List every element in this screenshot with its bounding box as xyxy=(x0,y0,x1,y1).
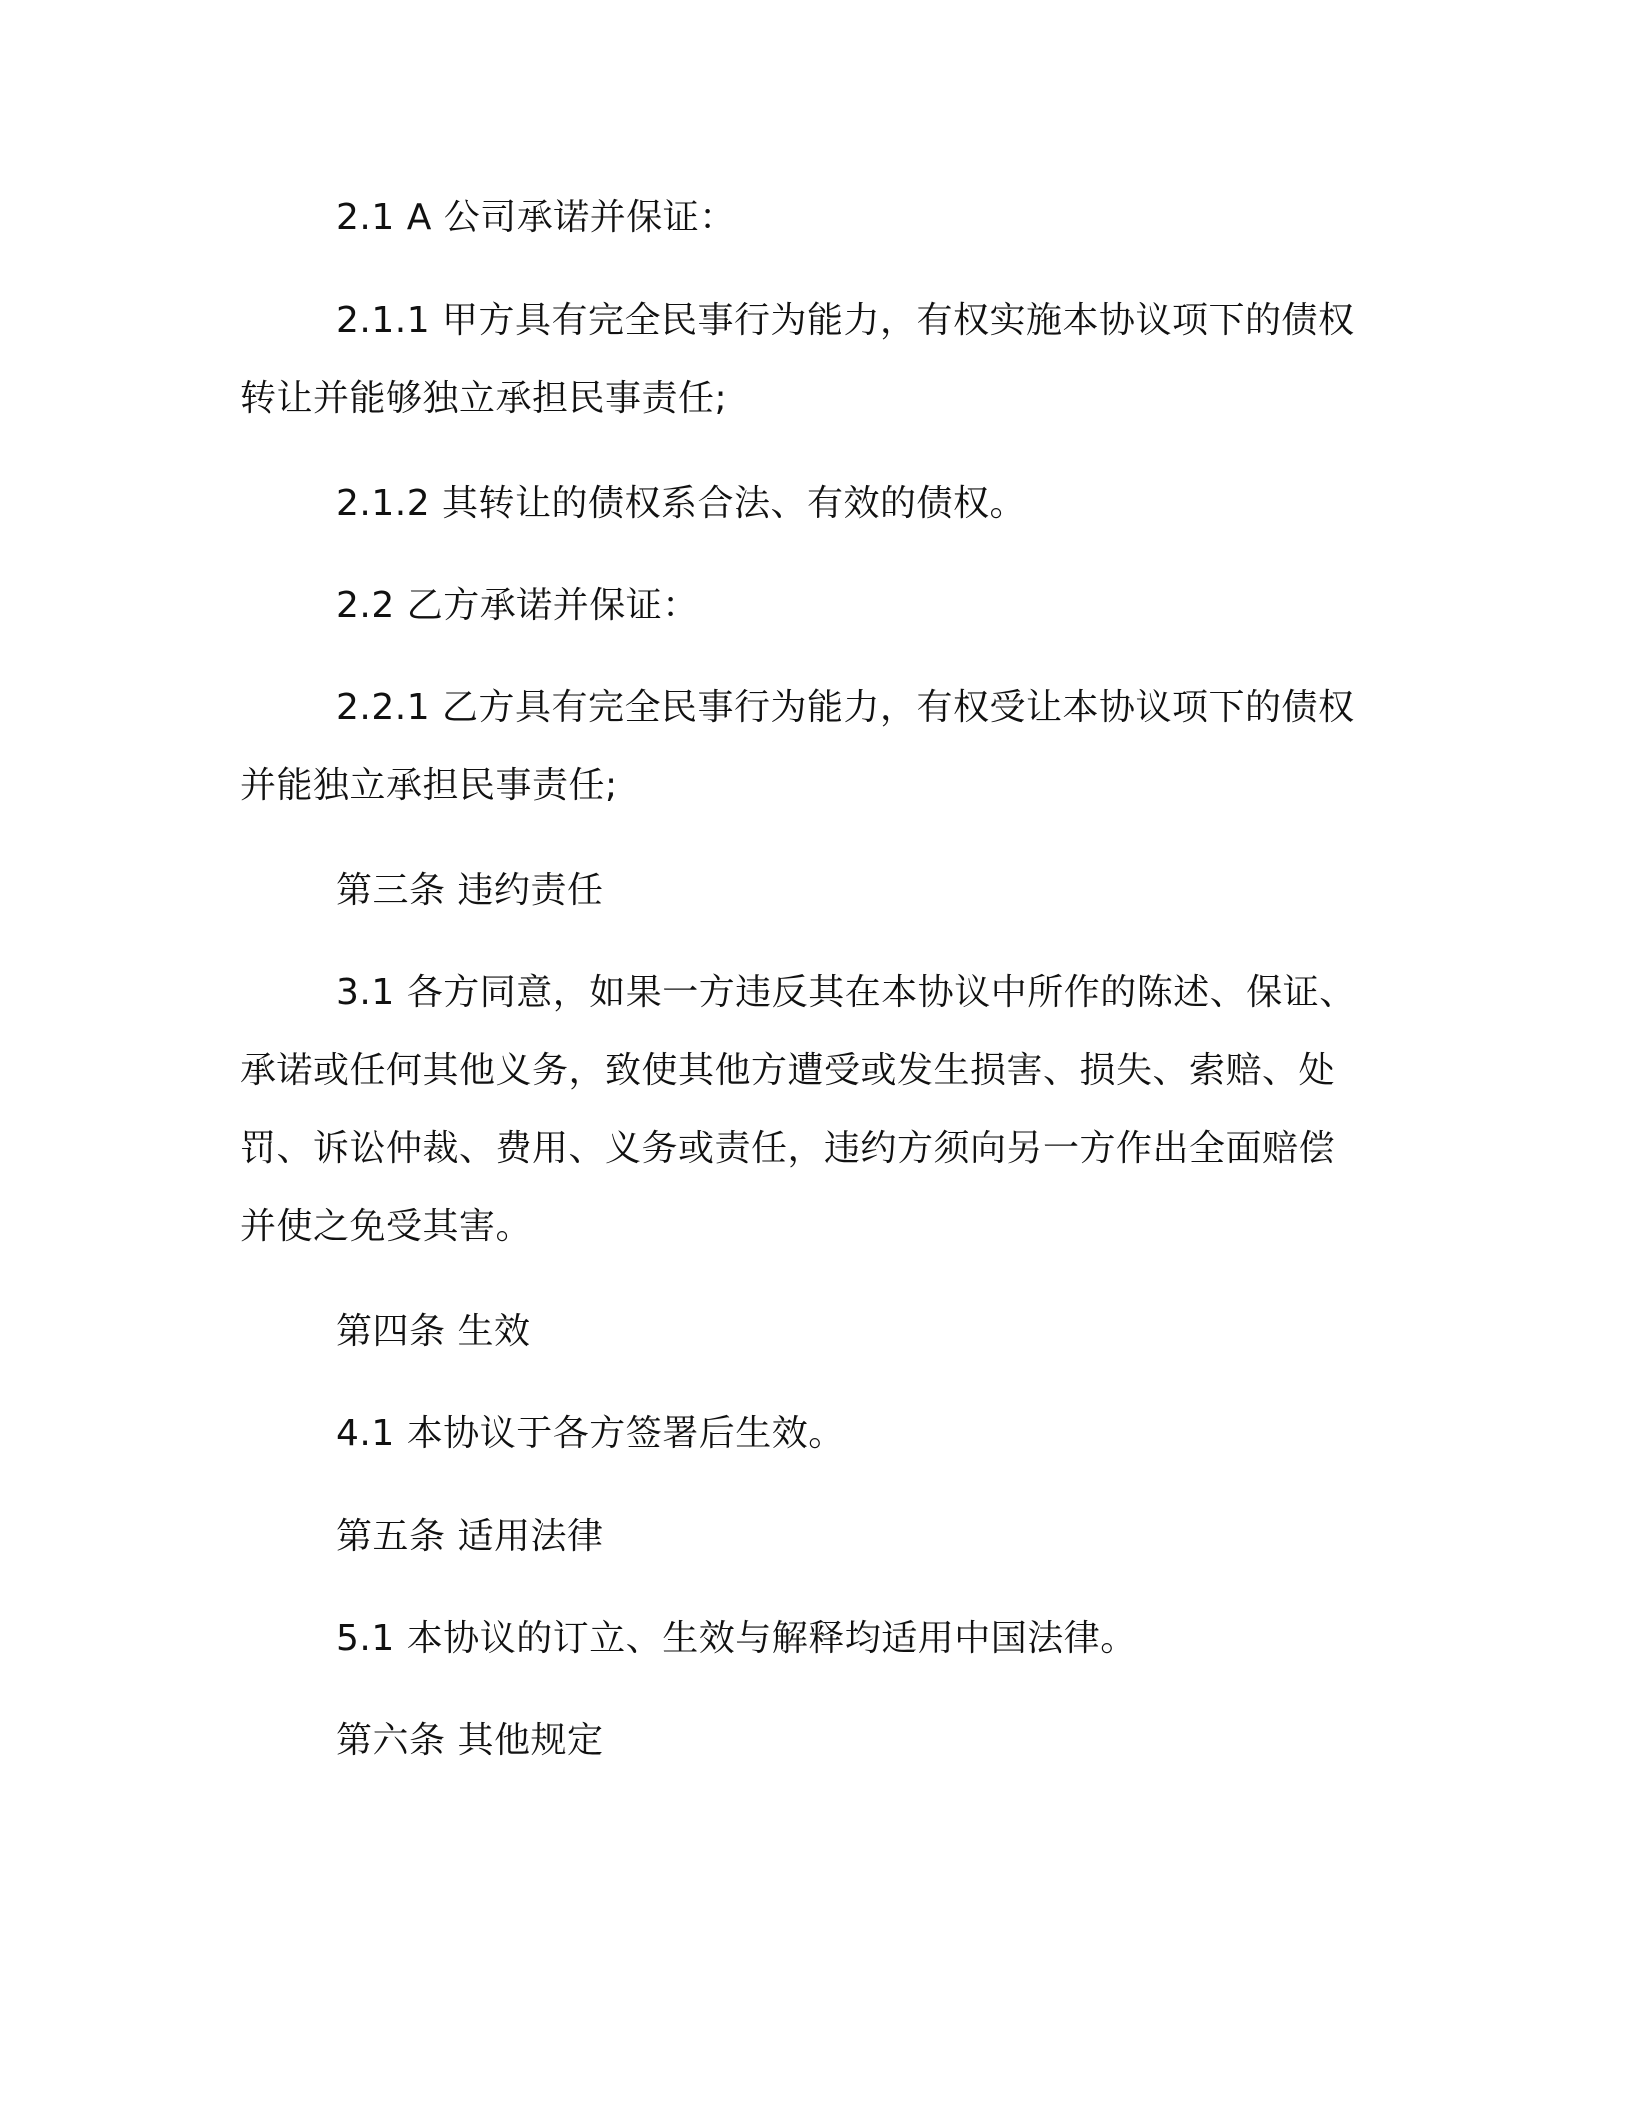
clause-2-1-1: 2.1.1 甲方具有完全民事行为能力，有权实施本协议项下的债权转让并能够独立承担民事责任; xyxy=(240,300,1355,419)
clause-2-1-2: 2.1.2 其转让的债权系合法、有效的债权。 xyxy=(336,483,1027,524)
clause-2-2-1: 2.2.1 乙方具有完全民事行为能力，有权受让本协议项下的债权并能独立承担民事责任; xyxy=(240,687,1355,806)
clause-3-1: 3.1 各方同意，如果一方违反其在本协议中所作的陈述、保证、承诺或任何其他义务，致使其他方遭受或发生损害、损失、索赔、处罚、诉讼仲裁、费用、义务或责任，违约方须向另一方作出全面赔偿并使之免受其害。 xyxy=(240,972,1356,1247)
clause-4-1: 4.1 本协议于各方签署后生效。 xyxy=(336,1413,845,1454)
clause-2-1: 2.1 A 公司承诺并保证： xyxy=(336,197,736,238)
clause-2-2: 2.2 乙方承诺并保证： xyxy=(336,585,699,626)
article-6-heading: 第六条 其他规定 xyxy=(336,1720,604,1761)
clause-5-1: 5.1 本协议的订立、生效与解释均适用中国法律。 xyxy=(336,1618,1137,1659)
article-3-heading: 第三条 违约责任 xyxy=(336,870,604,911)
article-5-heading: 第五条 适用法律 xyxy=(336,1516,604,1557)
article-4-heading: 第四条 生效 xyxy=(336,1311,531,1352)
